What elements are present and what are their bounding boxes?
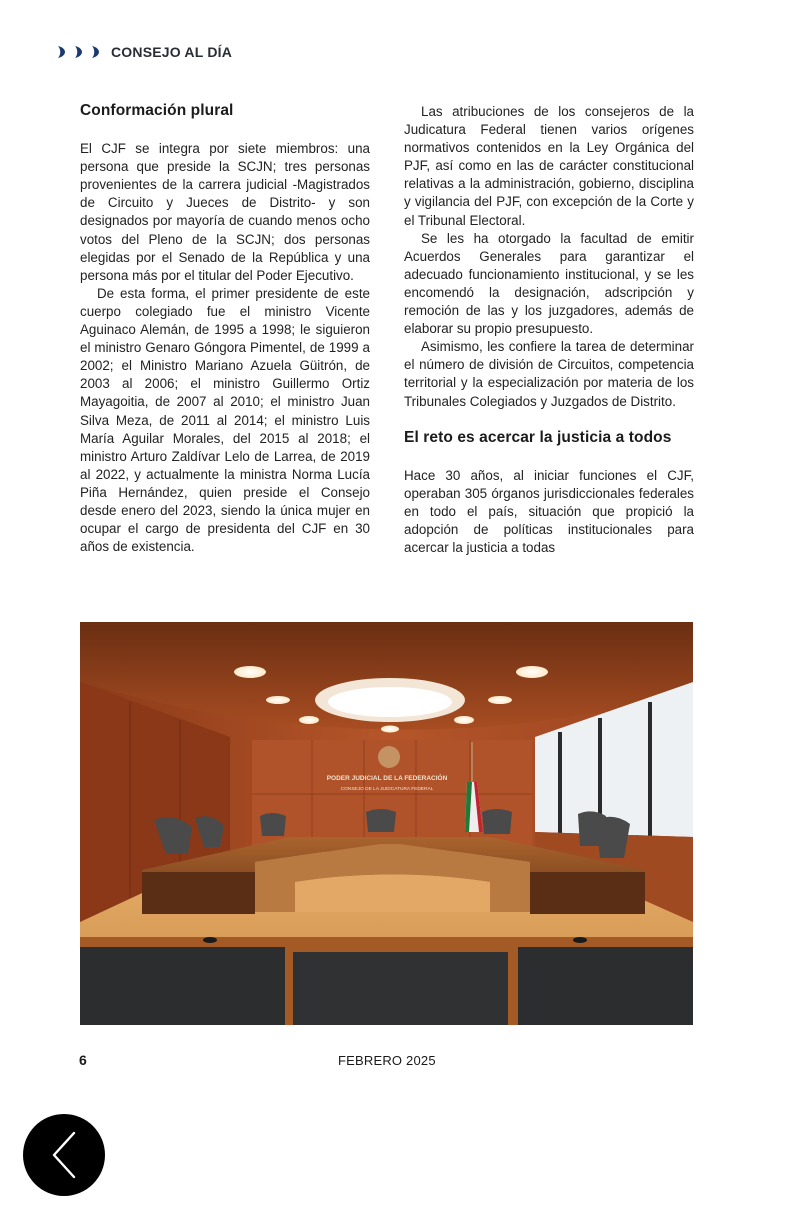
paragraph: De esta forma, el primer presidente de este cuerpo colegiado fue el ministro Vicente Aguinaco Alemán, de 1995 a 1998; le siguieron el ministro Genaro Góngora Pimentel, de 1999 a 2002; el Ministro Mariano Azuela Güitrón, de 2003 al 2006; el ministro Guillermo Ortiz Mayagoitia, de 2007 al 2010; el ministro Juan Silva Meza, de 2011 al 2014; el ministro Luis María Aguilar Morales, del 2015 al 2018; el ministro Arturo Zaldívar Lelo de Larrea, de 2019 al 2022, y actualmente la ministra Norma Lucía Piña Hernández, quien preside el Consejo desde enero del 2023, siendo la única mujer en ocupar el cargo de presidenta del CJF en 30 años de existencia. — [80, 285, 370, 555]
wall-sign-line1: PODER JUDICIAL DE LA FEDERACIÓN — [326, 775, 448, 782]
chevron-left-icon — [44, 1127, 84, 1183]
paragraph: Se les ha otorgado la facultad de emitir Acuerdos Generales para garantizar el adecuado funcionamiento institucional, y se les encomendó la designación, adscripción y remoción de las y los juzgadores, además de elaborar su propio presupuesto. — [404, 230, 694, 337]
chevron-right-icon — [92, 46, 99, 58]
section-title: CONSEJO AL DÍA — [111, 44, 233, 60]
heading-conformacion-plural: Conformación plural — [80, 102, 234, 119]
paragraph: Asimismo, les confiere la tarea de determinar el número de división de Circuitos, competencia territorial y la especialización por materia de los Tribunales Colegiados y Juzgados de Distrito. — [404, 339, 694, 409]
paragraph: El CJF se integra por siete miembros: una persona que preside la SCJN; tres personas provenientes de la carrera judicial -Magistrados de Circuito y Jueces de Distrito- y son designados por mayoría de cuando menos ocho votos del Pleno de la SCJN; dos personas elegidas por el Senado de la República y una persona más por el titular del Poder Ejecutivo. — [80, 141, 370, 283]
chevron-right-icon — [58, 46, 65, 58]
left-column — [80, 100, 370, 556]
section-header — [58, 44, 232, 60]
issue-date: FEBRERO 2025 — [338, 1053, 436, 1068]
wall-sign-line2: CONSEJO DE LA JUDICATURA FEDERAL — [340, 787, 434, 792]
session-room-photo — [80, 622, 693, 1025]
right-column — [404, 100, 694, 557]
session-room-illustration — [80, 622, 693, 1025]
back-button[interactable] — [23, 1114, 105, 1196]
chevron-right-icon — [75, 46, 82, 58]
paragraph: Hace 30 años, al iniciar funciones el CJF, operaban 305 órganos jurisdiccionales federales en todo el país, situación que propició la adopción de políticas institucionales para acercar la justicia a todas — [404, 467, 694, 556]
heading-el-reto: El reto es acercar la justicia a todos — [404, 428, 672, 446]
paragraph: Las atribuciones de los consejeros de la Judicatura Federal tienen varios orígenes normativos contenidos en la Ley Orgánica del PJF, así como en las de carácter constitucional relativas a la administración, gobierno, disciplina y vigilancia del PJF, con excepción de la Corte y el Tribunal Electoral. — [404, 104, 694, 228]
page-number: 6 — [79, 1052, 87, 1068]
